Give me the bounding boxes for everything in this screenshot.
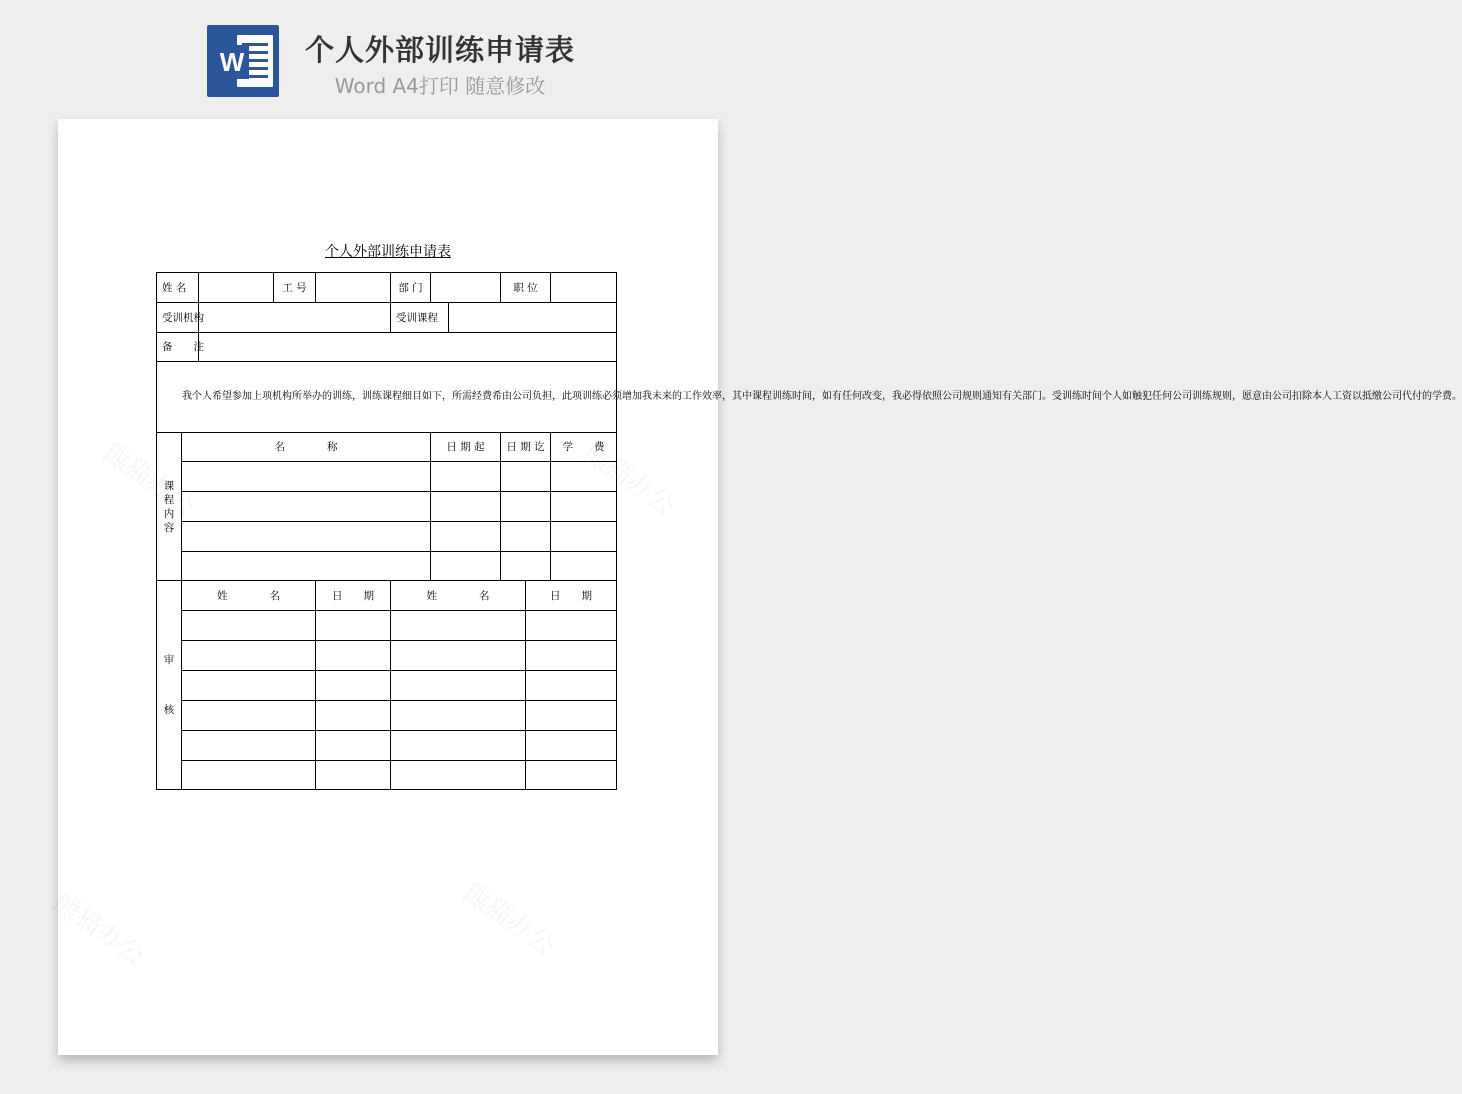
review-date-cell[interactable] bbox=[526, 701, 617, 731]
course-fee-cell[interactable] bbox=[551, 522, 617, 552]
course-end-cell[interactable] bbox=[501, 552, 551, 581]
document-page bbox=[58, 119, 1462, 1055]
review-date-cell[interactable] bbox=[316, 761, 391, 790]
department-label: 部 门 bbox=[391, 273, 431, 303]
reviewer-name-cell[interactable] bbox=[391, 761, 526, 790]
review-date-cell[interactable] bbox=[526, 611, 617, 641]
course-name-cell[interactable] bbox=[182, 522, 431, 552]
institution-field[interactable] bbox=[199, 303, 391, 333]
statement-row bbox=[157, 362, 617, 433]
course-start-date-header: 日 期 起 bbox=[431, 433, 501, 462]
statement-text: 我个人希望参加上项机构所举办的训练，训练课程细目如下，所需经费希由公司负担，此项训练必须增加我未来的工作效率，其中课程训练时间，如有任何改变，我必得依照公司规则通知有关部门。受训练时间个人如触犯任何公司训练规则，愿意由公司扣除本人工资以抵缴公司代付的学费。 bbox=[157, 362, 617, 433]
review-row bbox=[157, 761, 617, 790]
course-end-cell[interactable] bbox=[501, 522, 551, 552]
watermark bbox=[457, 873, 563, 963]
position-label: 职 位 bbox=[501, 273, 551, 303]
review-date-cell[interactable] bbox=[526, 641, 617, 671]
reviewer-name-cell[interactable] bbox=[182, 641, 316, 671]
remarks-field[interactable] bbox=[199, 333, 617, 362]
reviewer-name-header-2: 姓 名 bbox=[391, 581, 526, 611]
review-row bbox=[157, 701, 617, 731]
course-row bbox=[157, 552, 617, 581]
reviewer-name-cell[interactable] bbox=[182, 731, 316, 761]
watermark bbox=[47, 883, 153, 973]
course-fee-cell[interactable] bbox=[551, 492, 617, 522]
reviewer-name-cell[interactable] bbox=[391, 611, 526, 641]
review-date-cell[interactable] bbox=[526, 731, 617, 761]
reviewer-name-cell[interactable] bbox=[182, 611, 316, 641]
reviewer-name-cell[interactable] bbox=[391, 701, 526, 731]
employee-id-field[interactable] bbox=[316, 273, 391, 303]
reviewer-name-cell[interactable] bbox=[182, 671, 316, 701]
page-header bbox=[0, 0, 774, 110]
course-fee-cell[interactable] bbox=[551, 462, 617, 492]
review-label-char: 审 bbox=[163, 654, 175, 666]
review-label bbox=[157, 581, 182, 790]
training-row bbox=[157, 303, 617, 333]
course-start-cell[interactable] bbox=[431, 492, 501, 522]
course-row bbox=[157, 522, 617, 552]
review-date-header-2: 日 期 bbox=[526, 581, 617, 611]
reviewer-name-cell[interactable] bbox=[182, 761, 316, 790]
course-name-cell[interactable] bbox=[182, 462, 431, 492]
course-start-cell[interactable] bbox=[431, 462, 501, 492]
name-field[interactable] bbox=[199, 273, 274, 303]
word-letter: W bbox=[215, 45, 249, 79]
review-date-header: 日 期 bbox=[316, 581, 391, 611]
course-field[interactable] bbox=[449, 303, 617, 333]
review-date-cell[interactable] bbox=[316, 701, 391, 731]
remarks-row bbox=[157, 333, 617, 362]
course-fee-header: 学 费 bbox=[551, 433, 617, 462]
position-field[interactable] bbox=[551, 273, 617, 303]
review-row bbox=[157, 731, 617, 761]
course-row bbox=[157, 462, 617, 492]
review-date-cell[interactable] bbox=[316, 671, 391, 701]
review-label-char: 核 bbox=[163, 704, 175, 716]
reviewer-name-cell[interactable] bbox=[391, 671, 526, 701]
page-title: 个人外部训练申请表 bbox=[304, 33, 575, 67]
name-label: 姓 名 bbox=[157, 273, 199, 303]
reviewer-name-cell[interactable] bbox=[391, 731, 526, 761]
course-row bbox=[157, 492, 617, 522]
course-name-header: 名 称 bbox=[182, 433, 431, 462]
reviewer-name-cell[interactable] bbox=[391, 641, 526, 671]
reviewer-name-header: 姓 名 bbox=[182, 581, 316, 611]
course-start-cell[interactable] bbox=[431, 522, 501, 552]
course-label-char: 课 bbox=[163, 479, 175, 492]
review-date-cell[interactable] bbox=[316, 611, 391, 641]
course-content-label bbox=[157, 433, 182, 581]
course-label-char: 容 bbox=[163, 521, 175, 534]
remarks-label: 备 注 bbox=[157, 333, 199, 362]
course-label-char: 内 bbox=[163, 507, 175, 520]
review-date-cell[interactable] bbox=[526, 671, 617, 701]
review-date-cell[interactable] bbox=[316, 731, 391, 761]
review-row bbox=[157, 641, 617, 671]
review-row bbox=[157, 671, 617, 701]
course-header-row bbox=[157, 433, 617, 462]
form-title: 个人外部训练申请表 bbox=[325, 244, 451, 260]
review-row bbox=[157, 611, 617, 641]
course-end-date-header: 日 期 讫 bbox=[501, 433, 551, 462]
course-start-cell[interactable] bbox=[431, 552, 501, 581]
institution-label: 受训机构 bbox=[157, 303, 199, 333]
course-end-cell[interactable] bbox=[501, 492, 551, 522]
course-end-cell[interactable] bbox=[501, 462, 551, 492]
basic-info-row bbox=[157, 273, 617, 303]
course-fee-cell[interactable] bbox=[551, 552, 617, 581]
review-date-cell[interactable] bbox=[526, 761, 617, 790]
reviewer-name-cell[interactable] bbox=[182, 701, 316, 731]
review-date-cell[interactable] bbox=[316, 641, 391, 671]
word-icon bbox=[207, 25, 279, 97]
review-header-row bbox=[157, 581, 617, 611]
department-field[interactable] bbox=[431, 273, 501, 303]
course-name-cell[interactable] bbox=[182, 552, 431, 581]
employee-id-label: 工 号 bbox=[274, 273, 316, 303]
course-name-cell[interactable] bbox=[182, 492, 431, 522]
course-label: 受训课程 bbox=[391, 303, 449, 333]
application-form-table bbox=[156, 272, 1462, 790]
course-label-char: 程 bbox=[163, 493, 175, 506]
page-subtitle: Word A4打印 随意修改 bbox=[334, 74, 546, 98]
